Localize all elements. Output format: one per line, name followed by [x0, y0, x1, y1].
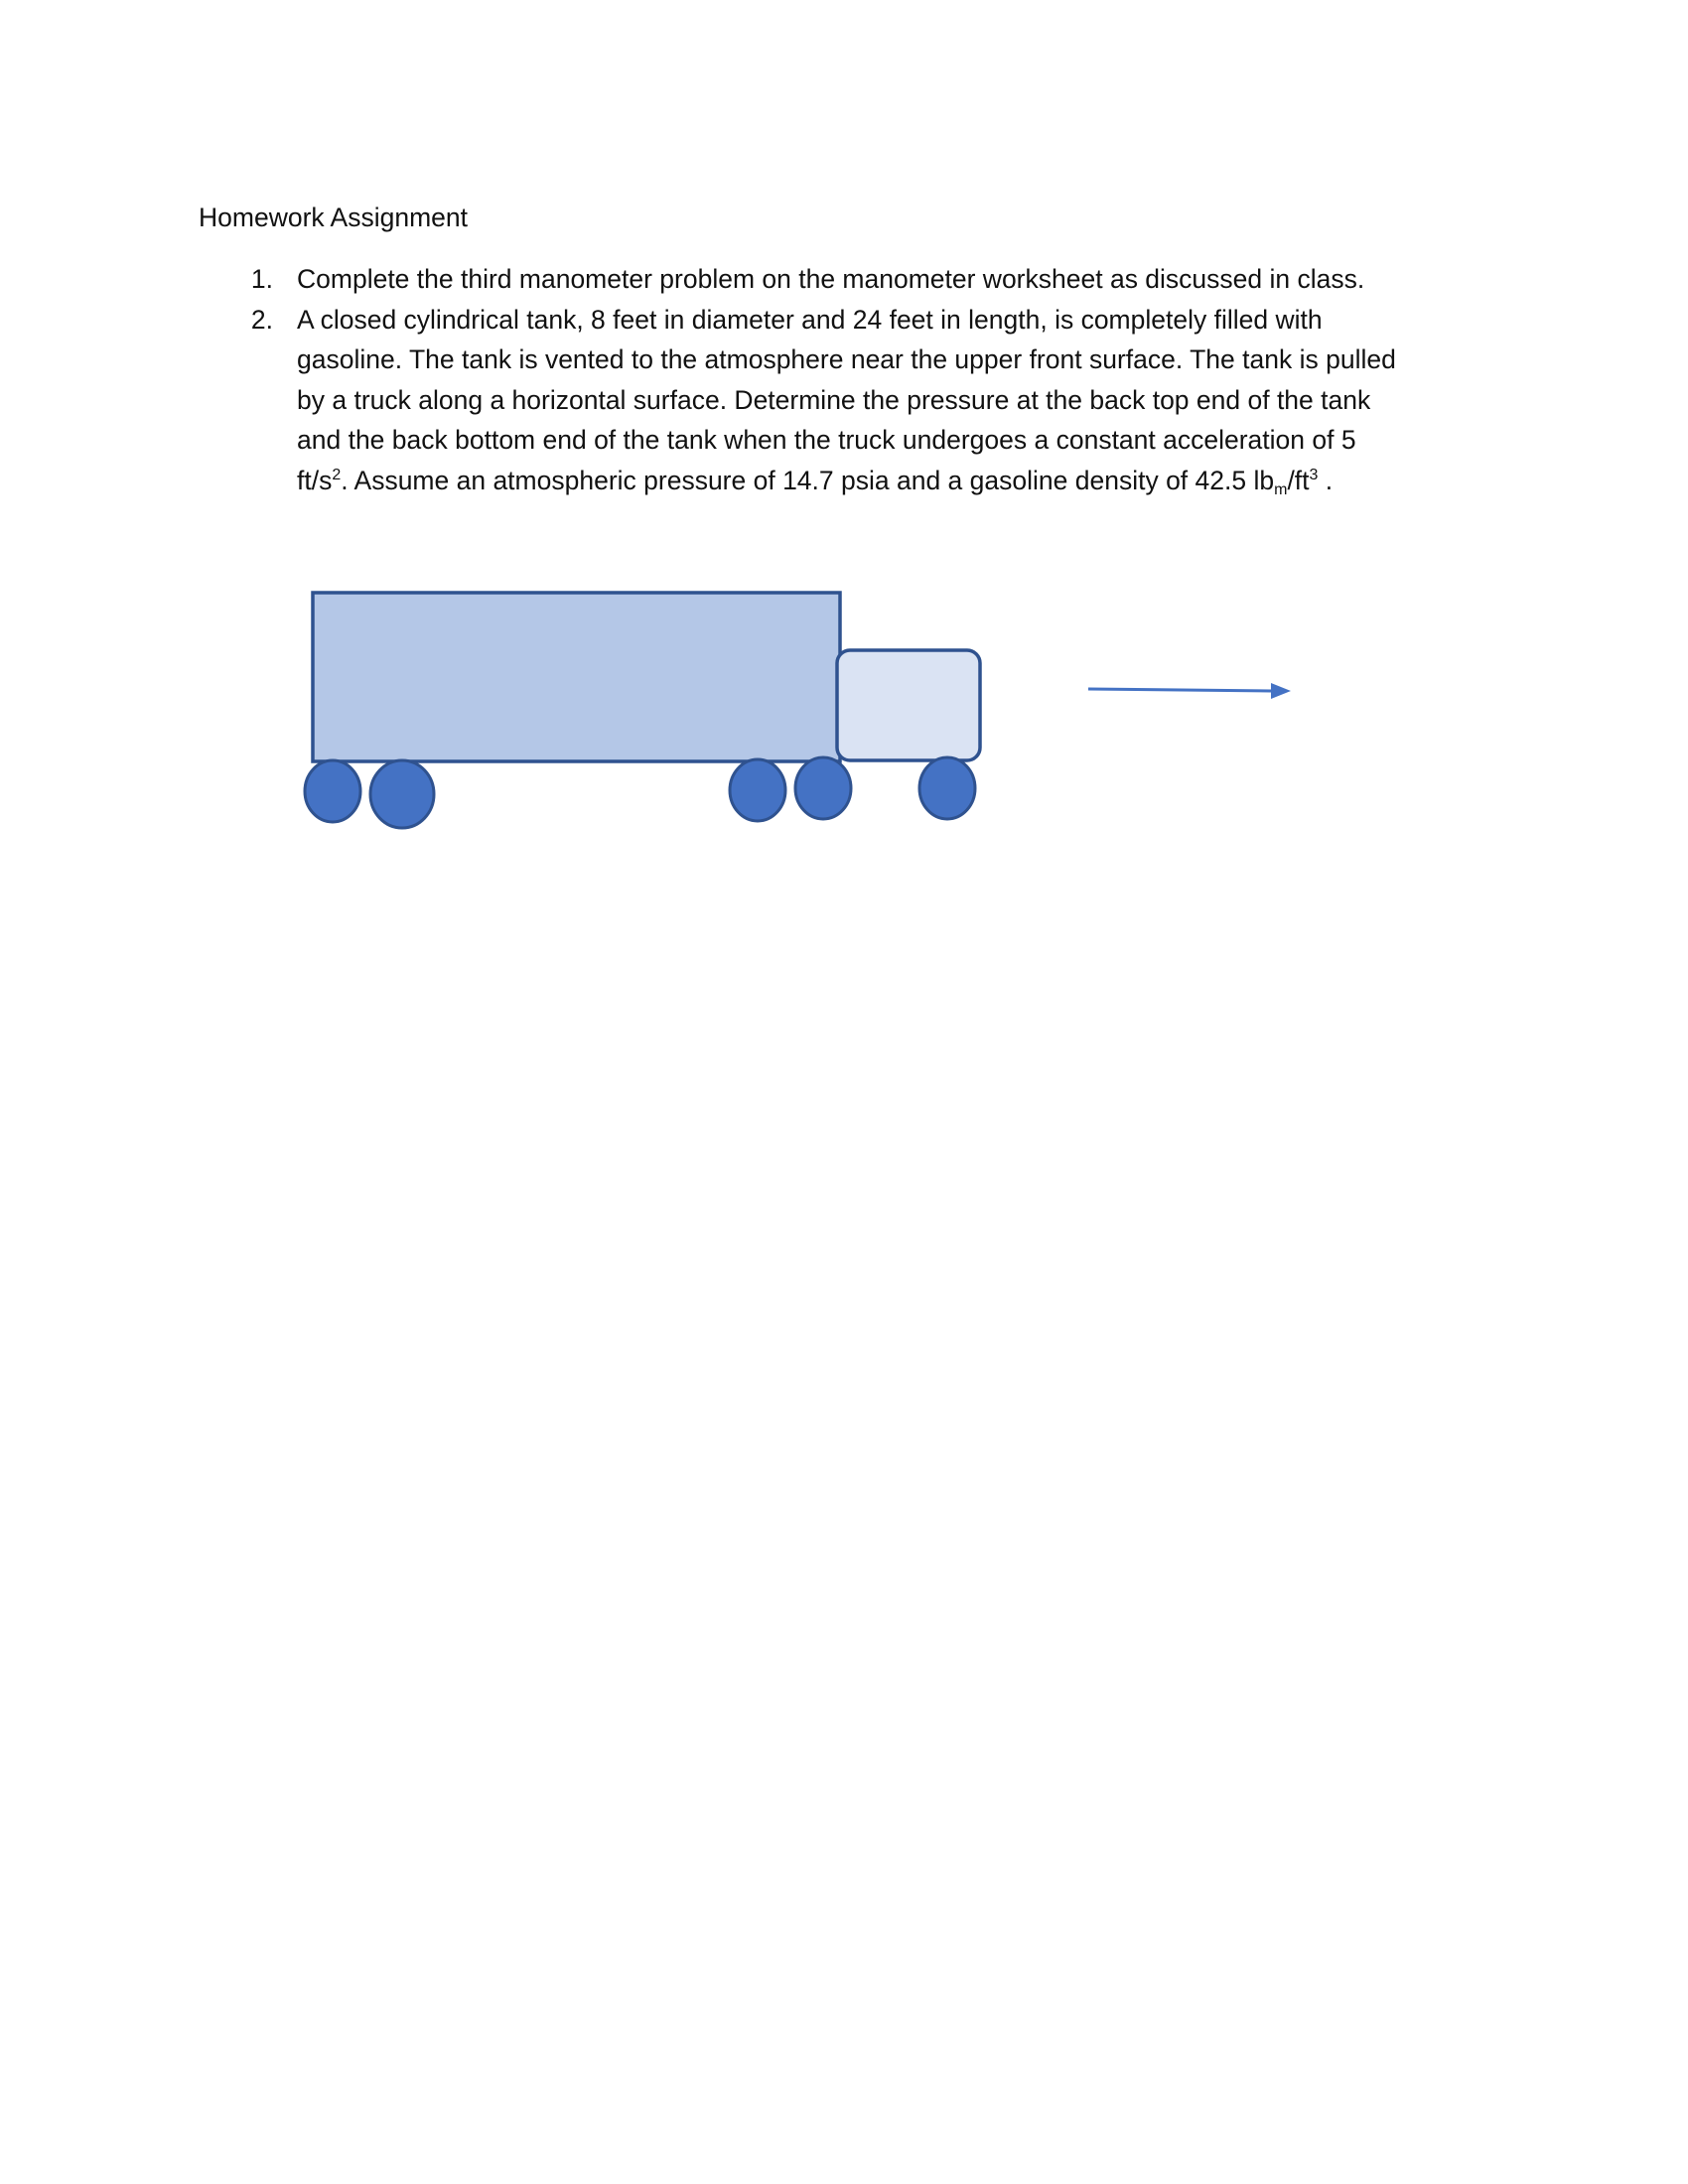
- problem-text-fragment: . Assume an atmospheric pressure of 14.7 psia and a gasoline density of 42.5 lb: [341, 465, 1275, 495]
- volume-exponent: 3: [1309, 466, 1319, 483]
- tank-body: [313, 593, 840, 761]
- wheel: [730, 759, 785, 821]
- acceleration-arrow-head: [1271, 683, 1291, 699]
- truck-diagram: [0, 0, 1688, 893]
- acceleration-unit: ft/s: [297, 465, 333, 495]
- problem-text: Complete the third manometer problem on the manometer worksheet as discussed in class.: [297, 264, 1365, 294]
- sentence-end: .: [1318, 465, 1334, 495]
- problem-number: 2.: [250, 304, 273, 335]
- problem-text-line: and the back bottom end of the tank when the truck undergoes a constant acceleration of 5: [297, 425, 1356, 455]
- truck-cab: [837, 650, 980, 760]
- mass-subscript: m: [1274, 480, 1288, 498]
- per-volume-unit: /ft: [1287, 465, 1310, 495]
- unit-exponent: 2: [332, 466, 342, 483]
- problem-text-line: A closed cylindrical tank, 8 feet in diameter and 24 feet in length, is completely filled with: [297, 304, 1323, 335]
- wheel: [305, 760, 360, 822]
- acceleration-arrow-shaft: [1088, 689, 1271, 691]
- wheel: [919, 757, 975, 819]
- problem-text-line: by a truck along a horizontal surface. Determine the pressure at the back top end of the tank: [297, 384, 1371, 415]
- wheel: [795, 757, 851, 819]
- problem-text-line: gasoline. The tank is vented to the atmosphere near the upper front surface. The tank is pulled: [297, 344, 1396, 374]
- page-title: Homework Assignment: [199, 203, 468, 232]
- problem-number: 1.: [250, 264, 273, 294]
- wheel: [370, 760, 434, 828]
